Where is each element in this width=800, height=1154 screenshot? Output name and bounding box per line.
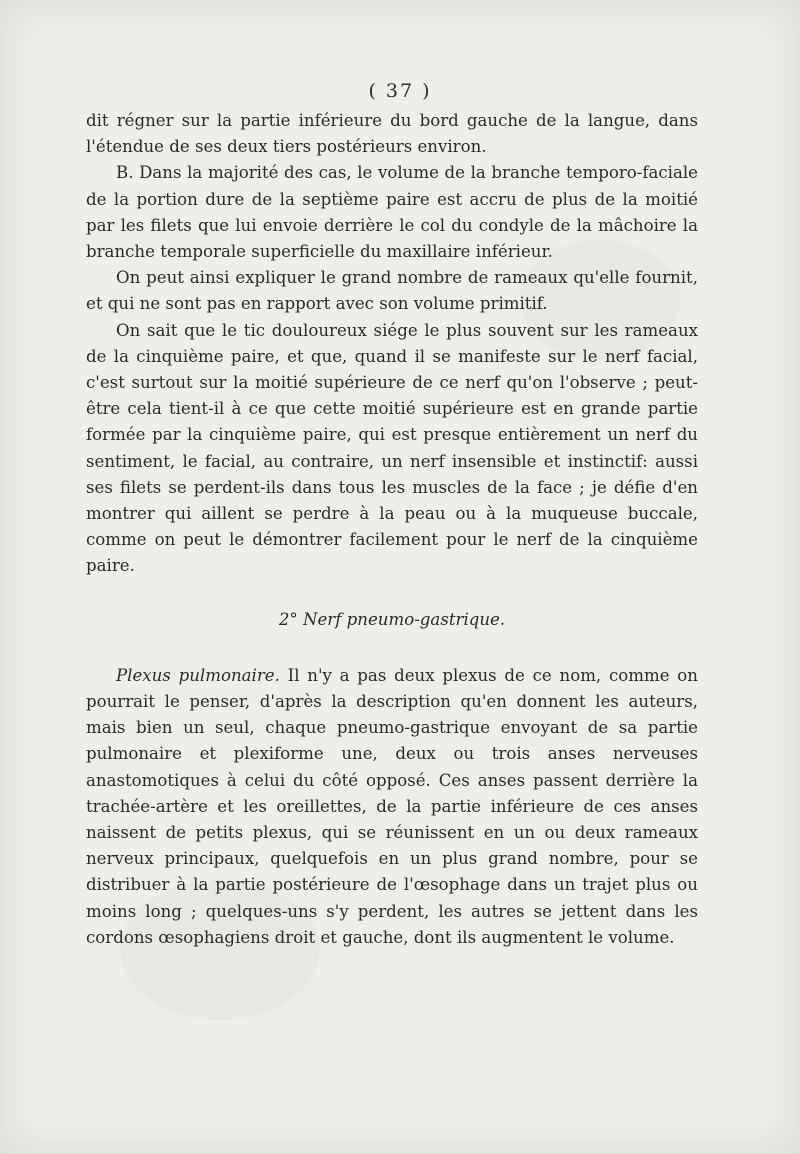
body-text	[86, 108, 698, 951]
paragraph-tic-douloureux: On sait que le tic douloureux siége le plus souvent sur les rameaux de la cinquième paire, et que, quand il se manifeste sur le nerf facial, c'est surtout sur la moitié supérieure de ce nerf qu'on l'observe ; peut-être cela tient-il à ce que cette moitié supérieure est en grande partie formée par la cinquième paire, qui est presque entièrement un nerf du sentiment, le facial, au contraire, un nerf insensible et instinctif: aussi ses filets se perdent-ils dans tous les muscles de la face ; je défie d'en montrer qui aillent se perdre à la peau ou à la muqueuse buccale, comme on peut le démontrer facilement pour le nerf de la cinquième paire.	[86, 320, 698, 576]
paragraph-body: Il n'y a pas deux plexus de ce nom, comme on pourrait le penser, d'après la description qu'en donnent les auteurs, mais bien un seul, chaque pneumo-gastrique envoyant de sa partie pulmonaire et plexiforme une, deux ou trois anses nerveuses anastomotiques à celui du côté opposé. Ces anses passent derrière la trachée-artère et les oreillettes, de la partie inférieure de ces anses naissent de petits plexus, qui se réunissent en un ou deux rameaux nerveux principaux, quelquefois en un plus grand nombre, pour se distribuer à la partie postérieure de l'œsophage dans un trajet plus ou moins long ; quelques-uns s'y perdent, les autres se jettent dans les cordons œsophagiens droit et gauche, dont ils augmentent le volume.	[86, 665, 698, 947]
paragraph-rameaux: On peut ainsi expliquer le grand nombre de rameaux qu'elle fournit, et qui ne sont pas en rapport avec son volume primitif.	[86, 268, 698, 314]
paragraph-plexus-pulmonaire	[86, 663, 698, 951]
page-number: ( 37 )	[368, 80, 432, 102]
paragraph-b: B. Dans la majorité des cas, le volume de la branche temporo-faciale de la portion dure de la septième paire est accru de plus de la moitié par les filets que lui envoie derrière le col du condyle de la mâchoire la branche temporale superficielle du maxillaire inférieur.	[86, 163, 698, 262]
paragraph-continuation: dit régner sur la partie inférieure du bord gauche de la langue, dans l'étendue de ses deux tiers postérieurs environ.	[86, 111, 698, 157]
paragraph-lead-term: Plexus pulmonaire.	[116, 665, 280, 685]
section-heading: 2° Nerf pneumo-gastrique.	[278, 609, 506, 629]
